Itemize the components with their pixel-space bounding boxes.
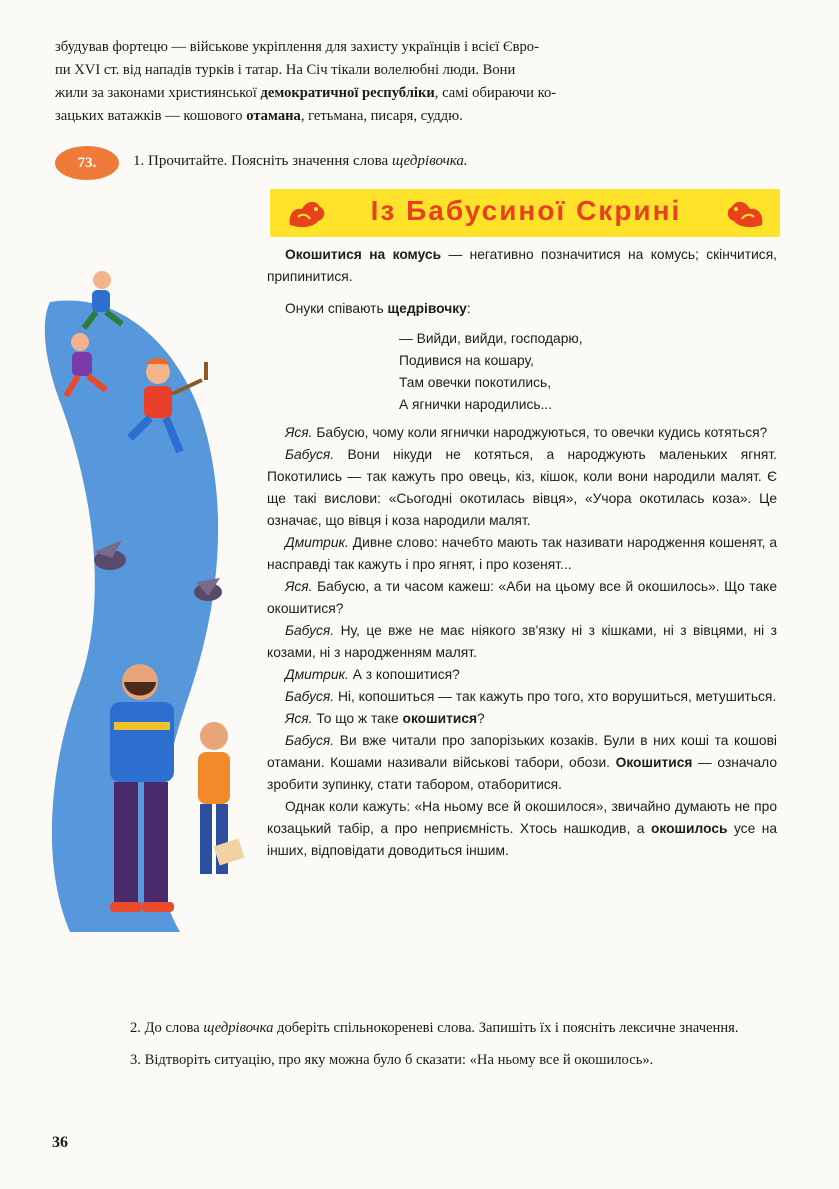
intro-text (55, 36, 780, 128)
intro-line: пи XVI ст. від нападів турків і татар. На Січ тікали волелюбні люди. Вони (55, 62, 516, 78)
dialogue-paragraph: Яся. Бабусю, чому коли ягнички народжуються, то овечки кудись котяться? (285, 425, 768, 440)
dialogue-paragraph: Бабуся. Ну, це вже не має ніякого зв'язку ні з кішками, ні з вівцями, ні з козами, ні з народженням малят. (267, 623, 777, 660)
grandson-figure (198, 722, 244, 874)
dialogue-paragraph: Яся. Бабусю, а ти часом кажеш: «Аби на цьому все й окошилось». Що таке окошитися? (267, 579, 777, 616)
task-item: 3. Відтворіть ситуацію, про яку можна було б сказати: «На ньому все й окошилось». (130, 1052, 654, 1068)
banner-title: Із Бабусиної Скрині (370, 195, 682, 226)
exercise-tasks (130, 1018, 780, 1082)
task-item: 2. До слова щедрівочка доберіть спільнокореневі слова. Запишіть їх і поясніть лексичне значення. (130, 1020, 739, 1036)
poem-line: Там овечки покотились, (399, 375, 552, 390)
poem-line: А ягнички народились... (399, 397, 553, 412)
definition-term: Окошитися на комусь (285, 247, 442, 262)
dialogue-paragraph: Бабуся. Ні, копошиться — так кажуть про того, хто ворушиться, метушиться. (285, 689, 777, 704)
bold-term: демократичної республіки (260, 85, 435, 101)
dialogue-paragraph: Дмитрик. А з копошитися? (285, 667, 460, 682)
dialogue-paragraph: Бабуся. Ви вже читали про запорізьких козаків. Були в них коші та кошові отамани. Кошами називали військові табори, обози. Окошитися — означало зробити зупинку, стати табором, отаборитися. (267, 733, 777, 792)
exercise-number-badge: 73. (55, 146, 119, 180)
dialogue-paragraph: Однак коли кажуть: «На ньому все й окошилося», звичайно думають не про козацький табір, а про неприємність. Хтось нашкодив, а окошилось усе на інших, відповідати доводиться іншим. (267, 799, 778, 858)
section-banner (270, 189, 780, 237)
dialogue-text (267, 244, 777, 862)
definition: Окошитися на комусь — негативно позначитися на комусь; скінчитися, припинитися. (267, 247, 777, 284)
dialogue-paragraph: Онуки співають щедрівочку: (285, 301, 471, 316)
bold-term: отамана (246, 108, 301, 124)
intro-line: зацьких ватажків — кошового отамана, гетьмана, писаря, суддю. (55, 108, 463, 124)
rooster-ornament-icon (722, 195, 768, 231)
exercise-instruction: 1. Прочитайте. Поясніть значення слова щедрівочка. (133, 153, 468, 169)
poem-line: — Вийди, вийди, господарю, (399, 331, 583, 346)
dialogue-paragraph: Яся. То що ж таке окошитися? (285, 711, 485, 726)
exercise-header (55, 146, 785, 180)
rooster-ornament-icon (284, 195, 330, 231)
dialogue-paragraph: Бабуся. Вони нікуди не котяться, а народжують маленьких ягнят. Покотились — так кажуть про овець, кіз, кішок, коли вони народили малят. Є ще такі вислови: «Сьогодні окотилась вівця», «Учора окотилась коза». Це означає, що вівця і коза народили малят. (267, 447, 777, 528)
children-and-grandfather-illustration (30, 262, 280, 942)
poem-line: Подивися на кошару, (399, 353, 534, 368)
intro-line: жили за законами християнської демократичної республіки, самі обираючи ко- (55, 85, 557, 101)
page-number: 36 (52, 1134, 68, 1151)
intro-line: збудував фортецю — військове укріплення для захисту українців і всієї Євро- (55, 39, 539, 55)
dialogue-paragraph: Дмитрик. Дивне слово: начебто мають так називати народження кошенят, а насправді так кажуть і про ягнят, і про козенят... (267, 535, 777, 572)
poem (267, 328, 777, 416)
